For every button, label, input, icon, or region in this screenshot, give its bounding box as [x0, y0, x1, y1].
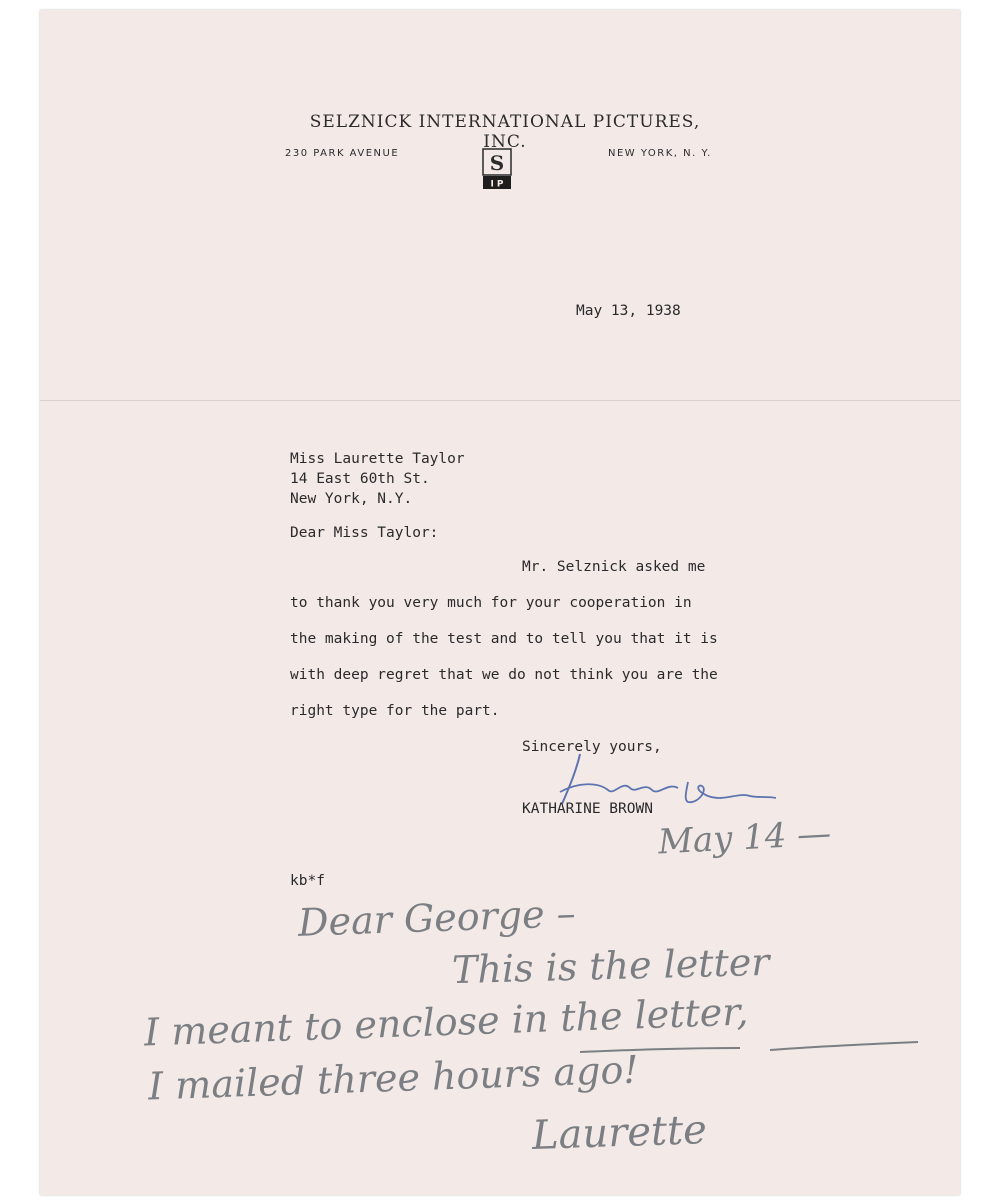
handwritten-signoff: Laurette: [531, 1106, 708, 1160]
typed-signature: KATHARINE BROWN: [522, 801, 653, 817]
handwritten-underline: [580, 1040, 920, 1060]
typist-initials: kb*f: [290, 873, 325, 889]
letter-page: [40, 10, 960, 1195]
body-line: the making of the test and to tell you that it is: [290, 631, 718, 647]
recipient-name: Miss Laurette Taylor: [290, 451, 465, 467]
letterhead-city: NEW YORK, N. Y.: [608, 148, 712, 159]
letterhead-company: SELZNICK INTERNATIONAL PICTURES, INC.: [309, 112, 701, 152]
body-line: to thank you very much for your cooperation in: [290, 595, 692, 611]
recipient-city: New York, N.Y.: [290, 491, 413, 507]
body-line: with deep regret that we do not think you are the: [290, 667, 718, 683]
handwritten-line: I meant to enclose in the letter,: [143, 989, 750, 1055]
handwritten-date: May 14 —: [657, 813, 833, 863]
handwritten-line: I mailed three hours ago!: [147, 1047, 640, 1109]
paper-fold: [40, 400, 960, 401]
letter-date: May 13, 1938: [576, 303, 681, 319]
recipient-street: 14 East 60th St.: [290, 471, 430, 487]
sip-logo-icon: [482, 148, 512, 190]
body-line: right type for the part.: [290, 703, 500, 719]
logo-s-letter: S: [489, 151, 505, 175]
handwritten-greeting: Dear George –: [297, 891, 577, 945]
letterhead-address: 230 PARK AVENUE: [285, 148, 400, 159]
salutation: Dear Miss Taylor:: [290, 525, 439, 541]
closing: Sincerely yours,: [522, 739, 662, 755]
logo-ip-letters: I P: [490, 179, 504, 190]
body-line: Mr. Selznick asked me: [522, 559, 706, 575]
handwritten-line: This is the letter: [451, 939, 770, 993]
